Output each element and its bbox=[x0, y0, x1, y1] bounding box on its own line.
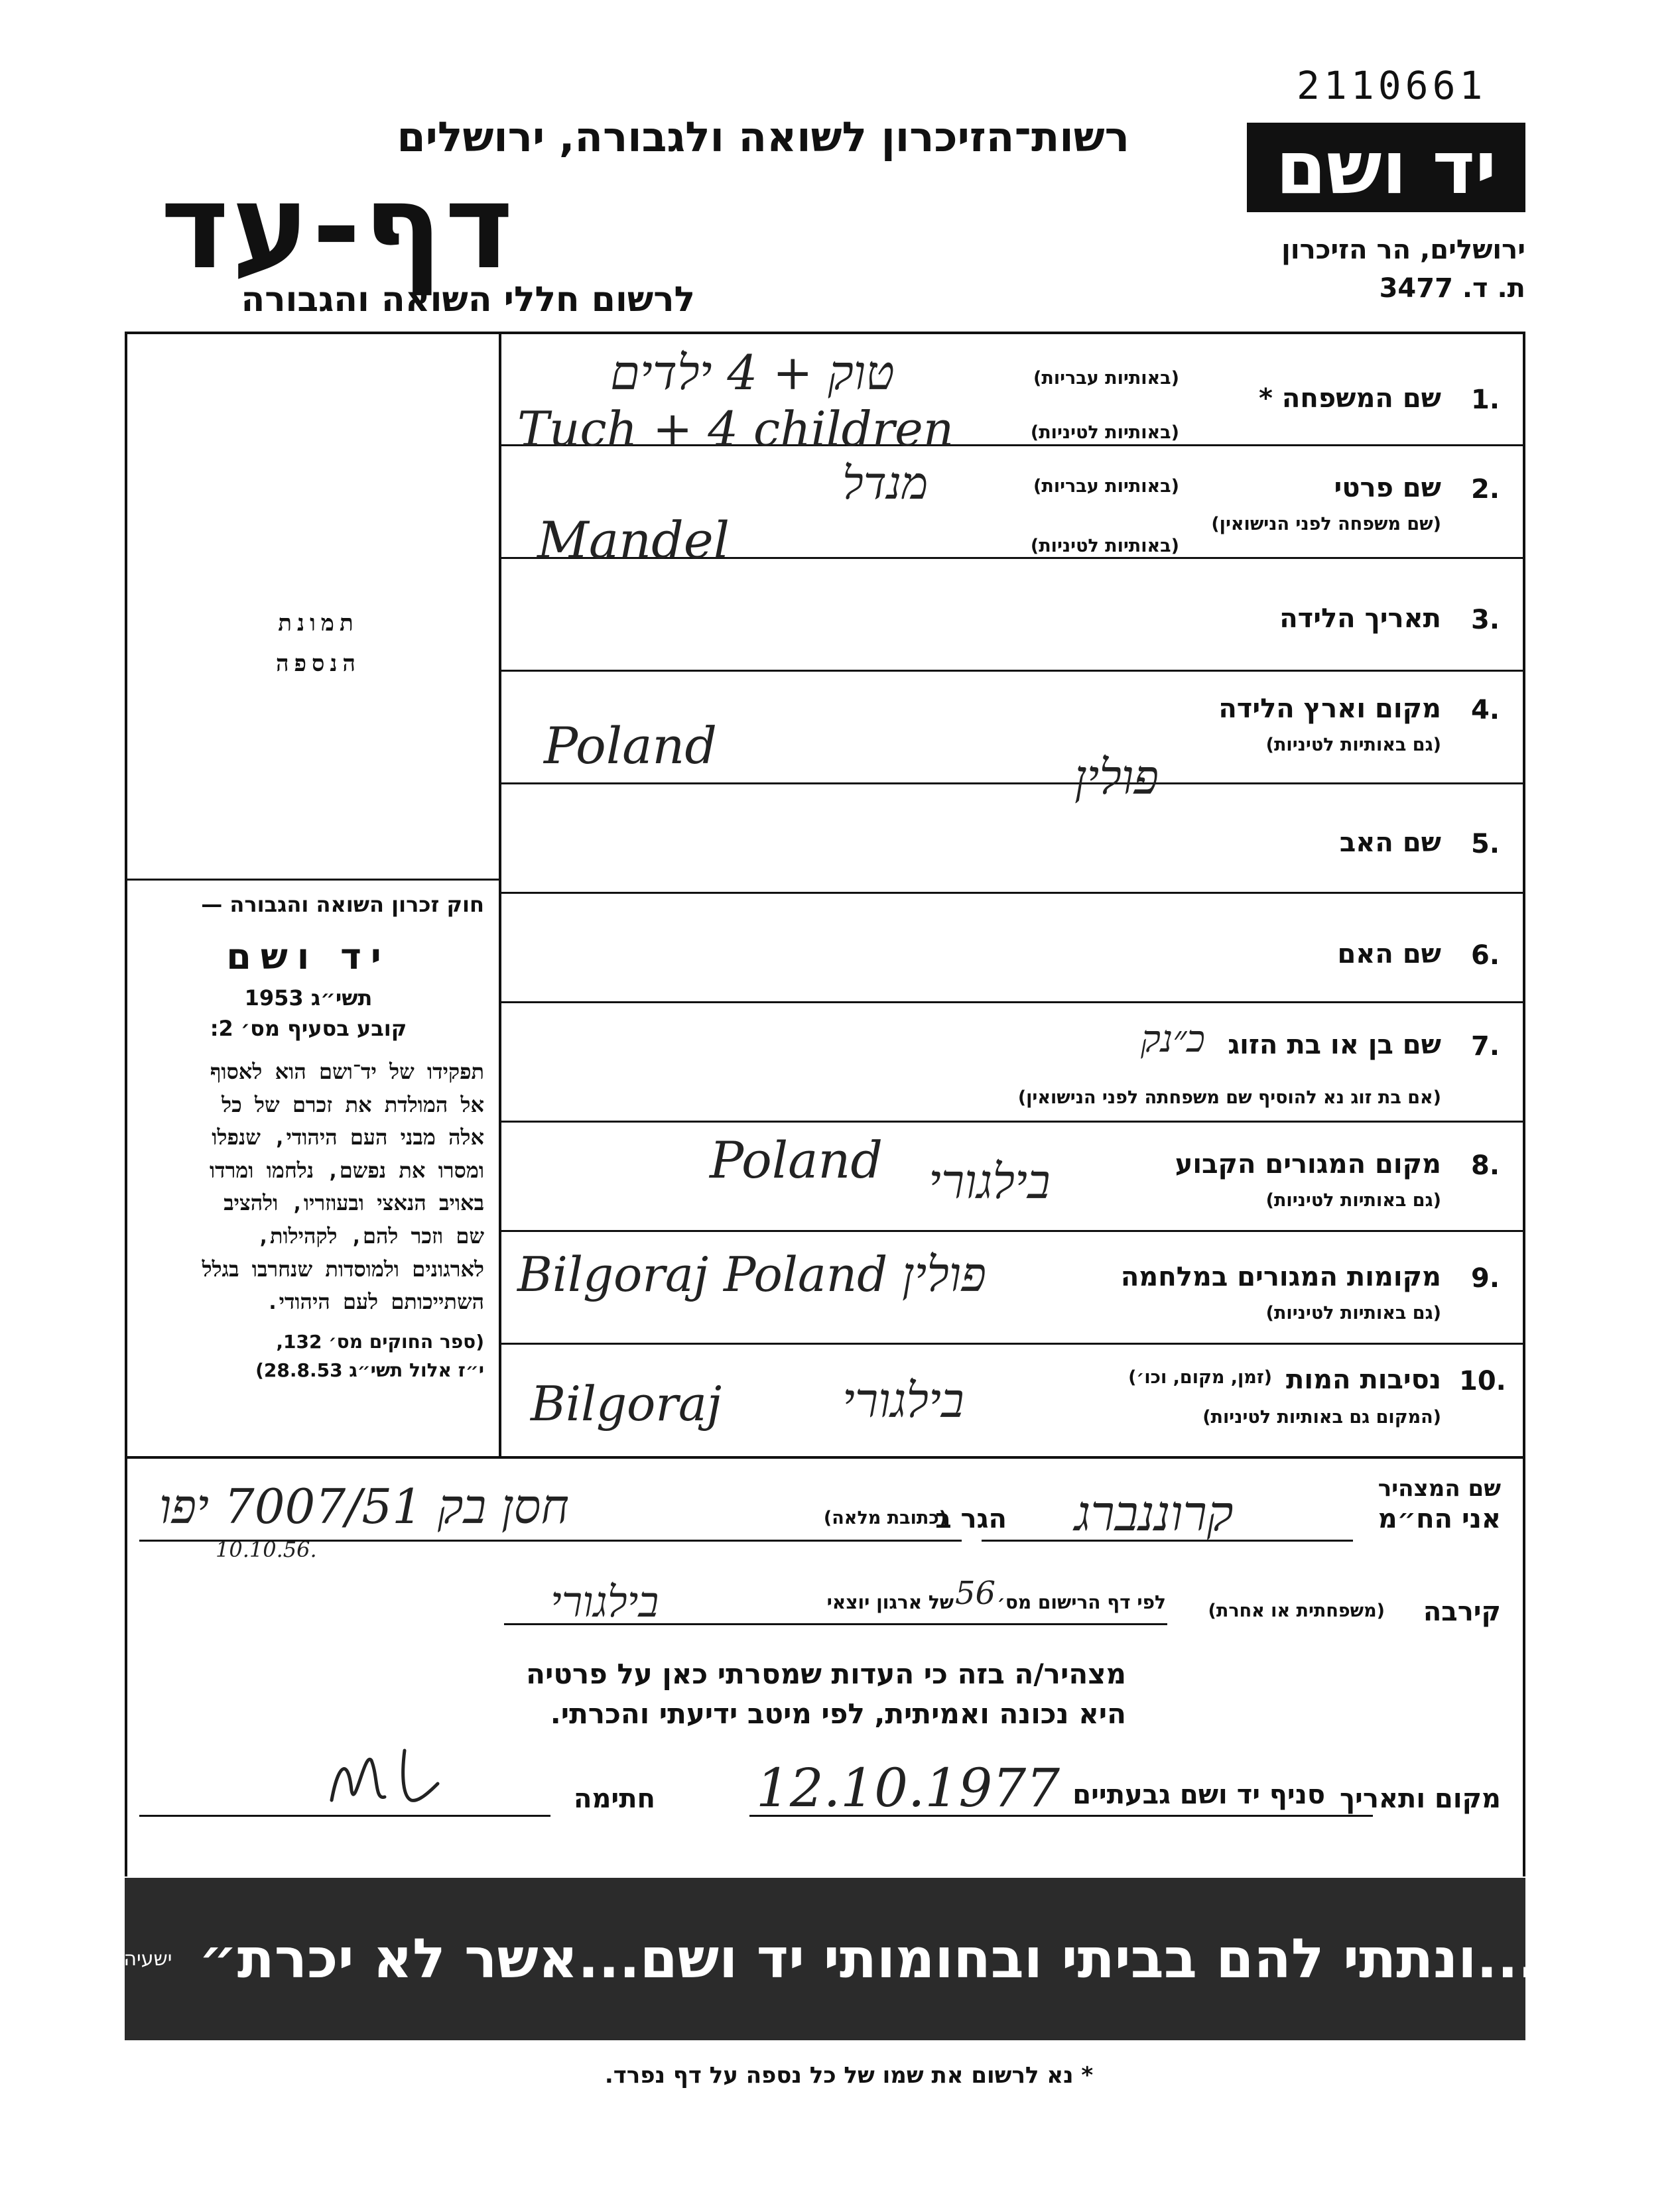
law-ref-1: (ספר החוקים מס׳ 132, bbox=[276, 1330, 484, 1353]
resides-label: הגר ב bbox=[935, 1504, 1007, 1534]
law-body-line: תפקידו של יד־ושם הוא לאסוף bbox=[210, 1059, 484, 1084]
field-10-value-latin: Bilgoraj bbox=[531, 1376, 722, 1432]
row-divider bbox=[499, 1001, 1525, 1003]
date-value: 12.10.1977 bbox=[756, 1757, 1060, 1819]
field-10-label: נסיבות המות bbox=[1286, 1365, 1441, 1395]
field-9-value-latin: Bilgoraj Poland bbox=[517, 1247, 888, 1302]
relation-note: (משפחתית או אחרת) bbox=[1208, 1601, 1385, 1621]
banner-source: ישעיהו נו, ה bbox=[72, 1947, 172, 1971]
declarant-date-small: 10.10.56. bbox=[216, 1537, 317, 1562]
field-4-number: 4. bbox=[1471, 695, 1500, 725]
field-4-value-hebrew: פולין bbox=[1074, 749, 1159, 805]
page-ref-label: לפי דף הרישום מס׳ bbox=[997, 1591, 1166, 1613]
declarant-name-value: קרוננברג bbox=[1074, 1485, 1234, 1542]
field-9-number: 9. bbox=[1471, 1263, 1500, 1294]
address-line-2: ת. ד. 3477 bbox=[1379, 273, 1525, 304]
field-5-number: 5. bbox=[1471, 829, 1500, 859]
address-block bbox=[1234, 231, 1525, 308]
org-label: של ארגון יוצאי bbox=[826, 1591, 954, 1613]
field-10-label-extra: (זמן, מקום, וכו׳) bbox=[1128, 1367, 1272, 1388]
field-7-label: שם בן או בת הזוג bbox=[1228, 1030, 1441, 1060]
field-2-value-hebrew: מנדל bbox=[842, 458, 929, 510]
law-title: חוק זכרון השואה והגבורה — bbox=[201, 892, 484, 917]
law-org: יד ושם bbox=[226, 936, 391, 977]
law-body-line: אלה מבני העם היהודי, שנפלו bbox=[212, 1125, 484, 1150]
field-2-sub-hebrew: (באותיות עבריות) bbox=[1033, 476, 1179, 497]
relation-label: קירבה bbox=[1423, 1597, 1501, 1627]
photo-box bbox=[225, 603, 411, 684]
field-6-label: שם האם bbox=[1337, 939, 1441, 969]
row-divider bbox=[499, 782, 1525, 784]
page-title: דף-עד bbox=[161, 159, 516, 295]
row-divider bbox=[499, 892, 1525, 894]
row-divider bbox=[499, 1343, 1525, 1345]
page-ref-value: 56 bbox=[955, 1575, 996, 1612]
field-9-value-hebrew: פולין bbox=[902, 1247, 987, 1302]
yad-vashem-logo bbox=[1247, 123, 1525, 212]
field-7-number: 7. bbox=[1471, 1031, 1500, 1062]
field-1-label: שם המשפחה * bbox=[1259, 383, 1441, 414]
frame-left bbox=[125, 332, 127, 1459]
law-clause: קובע בסעיף מס׳ 2: bbox=[210, 1016, 407, 1041]
field-4-label: מקום וארץ הלידה bbox=[1218, 694, 1441, 724]
place-date-label: מקום ותאריך bbox=[1339, 1784, 1501, 1814]
signature-label: חתימה bbox=[573, 1784, 655, 1814]
field-9-note: (גם באותיות לטיניות) bbox=[1265, 1303, 1441, 1323]
declarant-name-label-top: שם המצהיר bbox=[1378, 1475, 1501, 1502]
statement-line-2: היא נכונה ואמיתית, לפי מיטב ידיעתי והכרתי. bbox=[550, 1697, 1126, 1730]
field-2-note: (שם משפחה לפני הנישואין) bbox=[1211, 514, 1441, 534]
row-divider bbox=[499, 1230, 1525, 1232]
field-1-value-latin: Tuch + 4 children bbox=[517, 401, 954, 457]
field-10-number: 10. bbox=[1459, 1366, 1506, 1396]
field-8-number: 8. bbox=[1471, 1150, 1500, 1181]
law-body-line: אל המולדת את זכרם של כל bbox=[222, 1091, 484, 1117]
field-7-note: (אם בת זוג נא להוסיף שם משפחתה לפני הנישואין) bbox=[1017, 1087, 1441, 1108]
field-6-number: 6. bbox=[1471, 940, 1500, 971]
field-2-value-latin: Mandel bbox=[537, 511, 730, 570]
field-10-note: (המקום גם באותיות לטיניות) bbox=[1202, 1407, 1441, 1428]
field-9-label: מקומות המגורים במלחמה bbox=[1120, 1262, 1441, 1292]
frame-top bbox=[125, 332, 1525, 334]
frame-right bbox=[1523, 332, 1525, 1459]
field-4-value-latin: Poland bbox=[544, 716, 718, 775]
serial-number: 2110661 bbox=[1297, 63, 1487, 108]
field-2-number: 2. bbox=[1471, 474, 1500, 505]
column-divider bbox=[499, 332, 501, 1459]
field-3-label: תאריך הלידה bbox=[1279, 603, 1441, 634]
statement-line-1: מצהיר/ה בזה כי העדות שמסרתי כאן על פרטיה bbox=[526, 1658, 1126, 1690]
photo-law-divider bbox=[125, 879, 501, 881]
field-1-sub-latin: (באותיות לטיניות) bbox=[1030, 422, 1179, 443]
page-subtitle: לרשום חללי השואה והגבורה bbox=[241, 280, 695, 320]
law-body-line: ומסרו את נפשם, נלחמו ומרדו bbox=[209, 1157, 484, 1183]
field-4-note: (גם באותיות לטיניות) bbox=[1265, 735, 1441, 755]
field-1-sub-hebrew: (באותיות עבריות) bbox=[1033, 368, 1179, 389]
field-1-number: 1. bbox=[1471, 385, 1500, 415]
field-5-label: שם האב bbox=[1339, 828, 1441, 858]
place-value: סניף יד ושם גבעתיים bbox=[1072, 1780, 1325, 1810]
field-8-note: (גם באותיות לטיניות) bbox=[1265, 1190, 1441, 1211]
authority-title: רשות־הזיכרון לשואה ולגבורה, ירושלים bbox=[397, 113, 1129, 161]
law-body-line: שם וזכר להם, לקהילות, bbox=[257, 1223, 484, 1249]
field-10-value-hebrew: בילגורי bbox=[842, 1373, 964, 1428]
quote-banner bbox=[72, 1878, 1578, 2040]
law-body-line: לארגונים ולמוסדות שנחרבו בגלל bbox=[202, 1256, 484, 1282]
field-8-value-latin: Poland bbox=[710, 1131, 883, 1190]
field-3-number: 3. bbox=[1471, 605, 1500, 635]
declarant-address-value: חסן בק 7007/51 יפו bbox=[159, 1479, 569, 1534]
address-line-1: ירושלים, הר הזיכרון bbox=[1281, 235, 1525, 265]
law-box bbox=[133, 892, 484, 1381]
logo-text: יד ושם bbox=[1275, 125, 1497, 210]
row-divider bbox=[499, 670, 1525, 672]
photo-label-line2: הנספה bbox=[275, 650, 361, 678]
field-2-sub-latin: (באותיות לטיניות) bbox=[1030, 536, 1179, 556]
signature-mark bbox=[318, 1737, 451, 1817]
field-8-label: מקום המגורים הקבוע bbox=[1175, 1149, 1441, 1180]
field-2-label: שם פרטי bbox=[1334, 473, 1441, 503]
law-year: תשי״ג 1953 bbox=[244, 985, 373, 1011]
law-body bbox=[133, 1056, 484, 1319]
banner-quote: ״...ונתתי להם בביתי ובחומותי יד ושם...אשר לא יכרת״ bbox=[198, 1928, 1578, 1991]
field-8-value-hebrew: בילגורי bbox=[929, 1154, 1051, 1209]
footnote: * נא לרשום את שמו של כל נספה על דף נפרד. bbox=[604, 2062, 1094, 2089]
law-ref-2: י״ז אלול תשי״ג 28.8.53) bbox=[255, 1359, 484, 1381]
law-body-line: השתייכותם לעם היהודי. bbox=[266, 1289, 484, 1315]
resides-note: (כתובת מלאה) bbox=[823, 1508, 947, 1528]
row-divider bbox=[499, 1121, 1525, 1123]
law-body-line: באויב הנאצי ובעוזריו, ולהציב bbox=[224, 1190, 484, 1216]
field-7-value: כ״נק bbox=[1141, 1018, 1205, 1061]
field-1-value-hebrew: טוק + 4 ילדים bbox=[610, 345, 895, 400]
org-value: בילגורי bbox=[550, 1578, 659, 1627]
photo-label-line1: תמונת bbox=[278, 610, 359, 637]
declarant-name-label: אני הח״מ bbox=[1378, 1504, 1501, 1534]
